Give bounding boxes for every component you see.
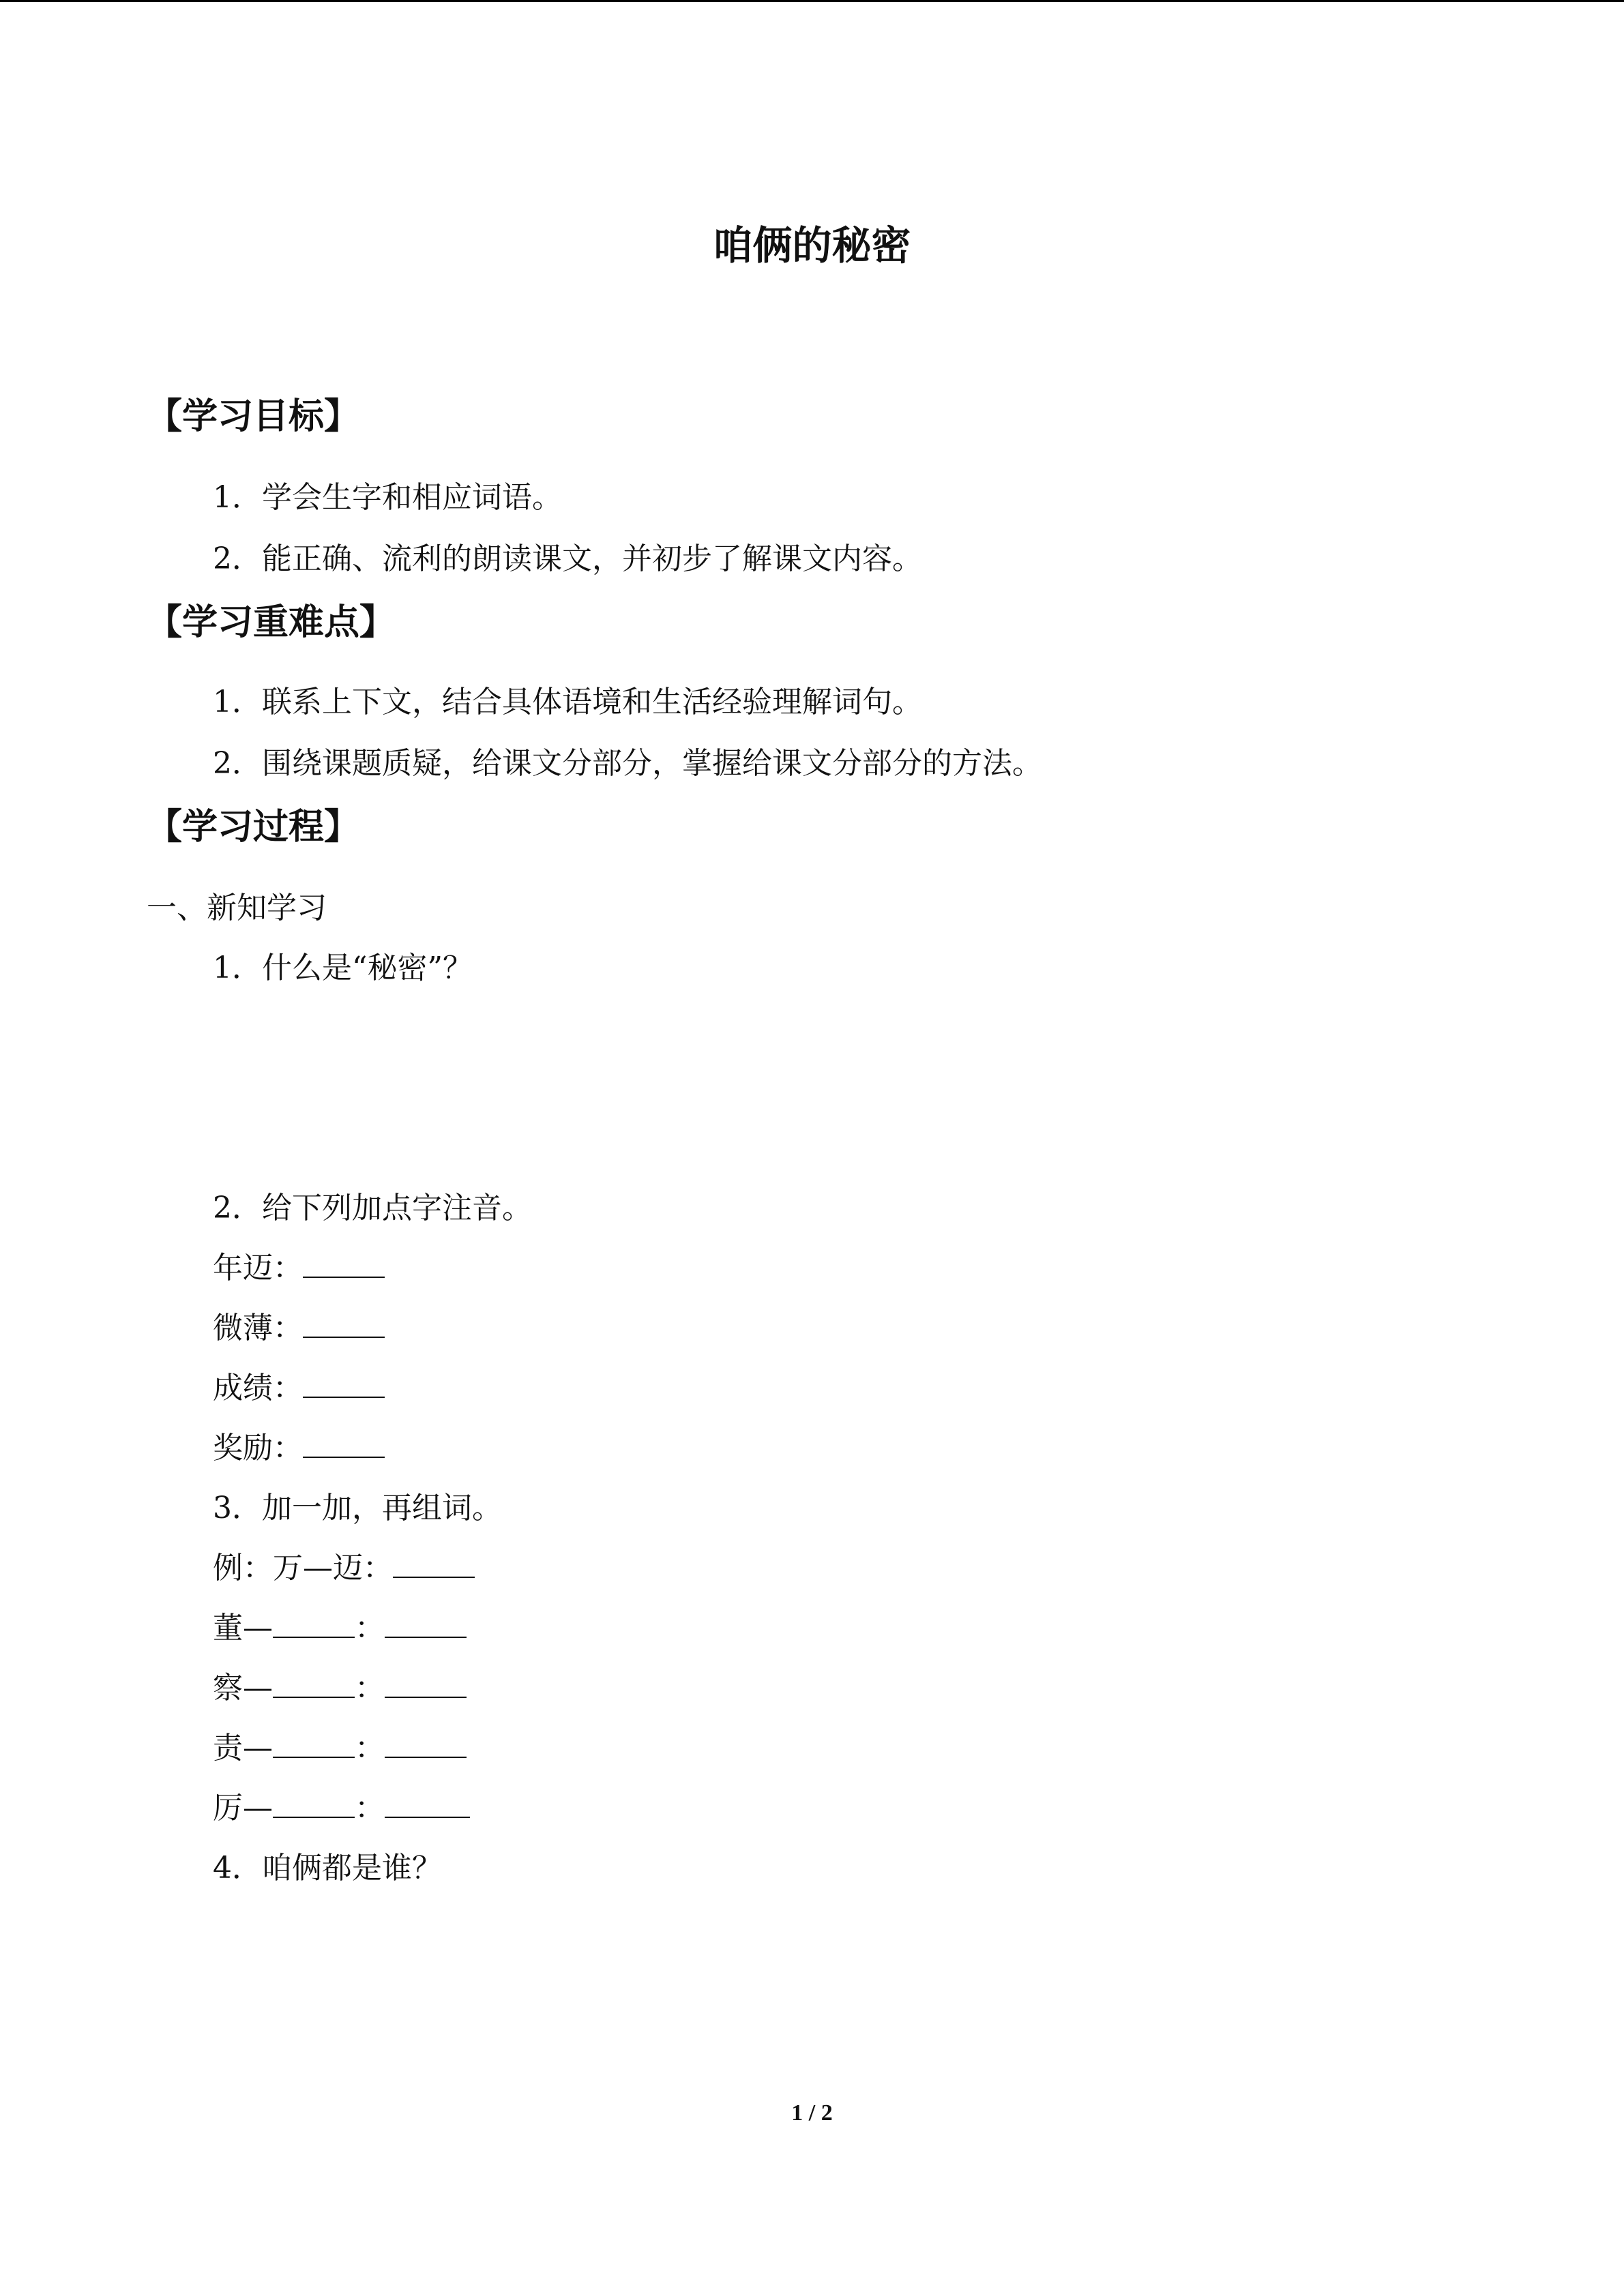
answer-blank[interactable] [393,1545,475,1578]
colon: ： [355,1611,385,1645]
compose-char: 察— [213,1671,273,1705]
question-2: 2．给下列加点字注音。 [213,1191,532,1225]
compose-char: 董— [213,1611,273,1645]
goal-item-2: 2．能正确、流利的朗读课文，并初步了解课文内容。 [213,541,922,576]
goals-heading: 【学习目标】 [147,396,360,437]
colon: ： [355,1731,385,1765]
key-points-heading: 【学习重难点】 [147,602,396,643]
compose-example [213,1543,475,1587]
page-title: 咱俩的秘密 [713,222,911,269]
answer-blank[interactable] [303,1425,385,1458]
colon: ： [355,1671,385,1705]
compose-item-1 [213,1603,467,1647]
pinyin-item-3 [213,1363,385,1407]
answer-blank[interactable] [303,1305,385,1338]
goal-item-1: 1．学会生字和相应词语。 [213,480,562,515]
pinyin-item-4 [213,1423,385,1467]
answer-blank[interactable] [303,1245,385,1278]
colon: ： [355,1791,385,1825]
compose-item-2 [213,1663,467,1707]
answer-blank[interactable] [303,1365,385,1398]
question-3: 3．加一加，再组词。 [213,1491,502,1525]
page-number: 1 / 2 [791,2100,833,2126]
key-point-item-2: 2．围绕课题质疑，给课文分部分，掌握给课文分部分的方法。 [213,746,1042,781]
question-1: 1．什么是“秘密”？ [213,951,473,985]
pinyin-word: 微薄： [213,1311,303,1345]
word-blank[interactable] [385,1665,467,1698]
compose-item-4 [213,1783,470,1827]
pinyin-item-1 [213,1243,385,1287]
char-blank[interactable] [273,1665,355,1698]
pinyin-word: 年迈： [213,1251,303,1285]
compose-char: 责— [213,1731,273,1765]
process-heading: 【学习过程】 [147,807,360,848]
compose-char: 厉— [213,1791,273,1825]
pinyin-item-2 [213,1303,385,1347]
word-blank[interactable] [385,1725,467,1758]
pinyin-word: 成绩： [213,1371,303,1405]
compose-item-3 [213,1723,467,1767]
char-blank[interactable] [273,1725,355,1758]
question-4: 4．咱俩都是谁？ [213,1851,442,1885]
pinyin-word: 奖励： [213,1431,303,1465]
word-blank[interactable] [385,1605,467,1638]
char-blank[interactable] [273,1605,355,1638]
word-blank[interactable] [385,1785,470,1818]
compose-example-text: 例：万—迈： [213,1551,393,1585]
char-blank[interactable] [273,1785,355,1818]
key-point-item-1: 1．联系上下文，结合具体语境和生活经验理解词句。 [213,685,922,719]
section-new-knowledge: 一、新知学习 [147,891,327,925]
